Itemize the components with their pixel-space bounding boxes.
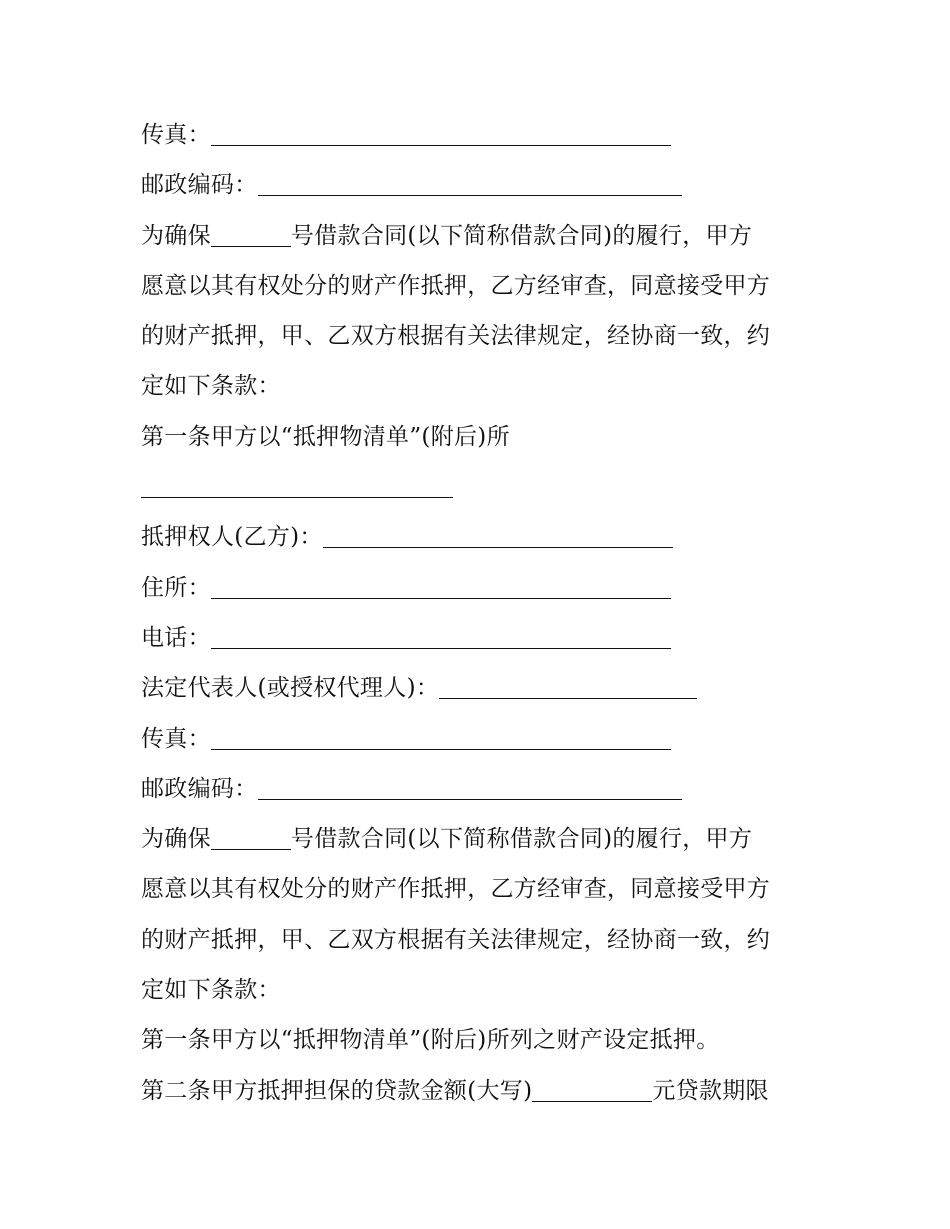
- paragraph-line: [141, 211, 821, 261]
- blank-line: [141, 462, 821, 512]
- fax-blank: [211, 121, 671, 146]
- phone-label: 电话：: [141, 624, 211, 651]
- phone-blank: [211, 624, 671, 649]
- paragraph-text: 号借款合同(以下简称借款合同)的履行，甲方: [290, 222, 753, 249]
- paragraph-line: [141, 261, 821, 311]
- postcode-blank: [258, 171, 682, 196]
- paragraph-line: [141, 814, 821, 864]
- domicile-line: [141, 563, 821, 613]
- fax-blank: [211, 725, 671, 750]
- postcode-label: 邮政编码：: [141, 172, 258, 199]
- postcode-line: [141, 764, 821, 814]
- phone-line: [141, 613, 821, 663]
- paragraph-line: [141, 361, 821, 411]
- amount-blank: [532, 1077, 652, 1102]
- long-blank: [141, 473, 453, 498]
- paragraph-text: 号借款合同(以下简称借款合同)的履行，甲方: [290, 826, 753, 853]
- paragraph-line: [141, 311, 821, 361]
- paragraph-text: 愿意以其有权处分的财产作抵押，乙方经审查，同意接受甲方: [141, 876, 771, 903]
- paragraph-line: [141, 915, 821, 965]
- paragraph-text: 为确保: [141, 826, 211, 853]
- fax-label: 传真：: [141, 122, 211, 148]
- paragraph-text: 的财产抵押，甲、乙双方根据有关法律规定，经协商一致，约: [141, 323, 771, 350]
- postcode-line: [141, 160, 821, 210]
- paragraph-text: 的财产抵押，甲、乙双方根据有关法律规定，经协商一致，约: [141, 926, 771, 953]
- contract-number-blank: [211, 222, 291, 247]
- mortgagee-line: [141, 512, 821, 562]
- mortgagee-label: 抵押权人(乙方)：: [141, 524, 323, 551]
- paragraph-text: 定如下条款：: [141, 373, 281, 400]
- paragraph-text: 定如下条款：: [141, 977, 281, 1004]
- fax-line: [141, 714, 821, 764]
- domicile-blank: [211, 574, 671, 599]
- mortgagee-blank: [323, 523, 673, 548]
- document-body: [141, 110, 821, 1116]
- article-text: 第一条甲方以“抵押物清单”(附后)所: [141, 423, 510, 450]
- paragraph-text: 为确保: [141, 222, 211, 249]
- representative-line: [141, 663, 821, 713]
- representative-label: 法定代表人(或授权代理人)：: [141, 675, 440, 702]
- article-line: [141, 1015, 821, 1065]
- fax-line: [141, 110, 821, 160]
- domicile-label: 住所：: [141, 574, 211, 601]
- article-line: [141, 1066, 821, 1116]
- paragraph-line: [141, 864, 821, 914]
- article-text: 第一条甲方以“抵押物清单”(附后)所列之财产设定抵押。: [141, 1027, 720, 1054]
- paragraph-line: [141, 965, 821, 1015]
- fax-label: 传真：: [141, 725, 211, 752]
- article-line: [141, 412, 821, 462]
- article-text: 第二条甲方抵押担保的贷款金额(大写): [141, 1077, 533, 1104]
- postcode-blank: [258, 775, 682, 800]
- postcode-label: 邮政编码：: [141, 775, 258, 802]
- article-text: 元贷款期限: [652, 1077, 769, 1104]
- representative-blank: [439, 674, 697, 699]
- paragraph-text: 愿意以其有权处分的财产作抵押，乙方经审查，同意接受甲方: [141, 272, 771, 299]
- contract-number-blank: [211, 825, 291, 850]
